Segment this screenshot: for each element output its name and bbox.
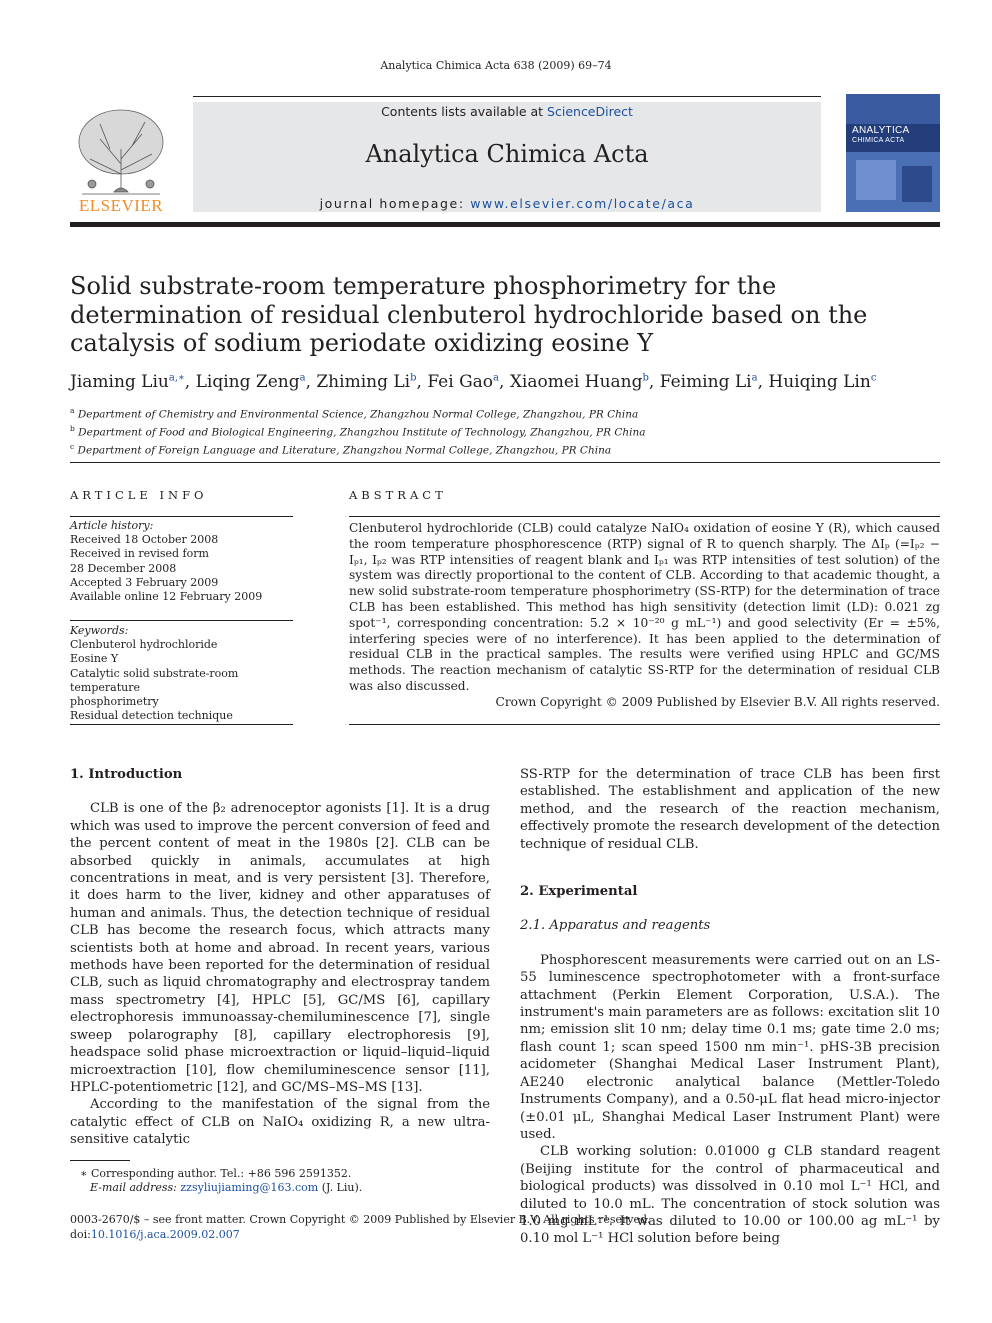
- article-info-heading: ARTICLE INFO: [70, 488, 208, 502]
- author-separator: ,: [757, 372, 769, 392]
- contents-prefix: Contents lists available at: [381, 104, 548, 119]
- author-affiliation-mark[interactable]: a: [751, 372, 758, 384]
- doi-line: [70, 1227, 940, 1242]
- author-name: Zhiming Li: [316, 372, 411, 392]
- author-separator: ,: [184, 372, 196, 392]
- history-item: Received in revised form: [70, 547, 209, 561]
- keyword-item: Clenbuterol hydrochloride: [70, 638, 218, 652]
- author-affiliation-mark[interactable]: b: [642, 372, 649, 384]
- sciencedirect-link[interactable]: ScienceDirect: [547, 104, 633, 119]
- running-head: Analytica Chimica Acta 638 (2009) 69–74: [380, 59, 612, 72]
- cover-title: [852, 126, 910, 146]
- author-list: [70, 372, 940, 392]
- intro-paragraph-2-end: SS-RTP for the determination of trace CLB has been first established. The establishment and application of the new method, and the research of the reaction mechanism, effectively promote the research development of the detection technique of residual CLB.: [520, 767, 940, 852]
- keyword-item: Residual detection technique: [70, 709, 233, 723]
- apparatus-paragraph: Phosphorescent measurements were carried out on an LS-55 luminescence spectrophotometer with a front-surface attachment (Perkin Element Corporation, U.S.A.). The instrument's main parameters are as follows: excitation slit 10 nm; emission slit 10 nm; delay time 0.1 ms; gate time 2.0 ms; flash count 1; scan speed 1500 nm min⁻¹. pHS-3B precision acidometer (Shanghai Medical Laser Instrument Plant), AE240 electronic analytical balance (Mettler-Toledo Instruments Company), and a 0.50-μL flat head micro-injector (±0.01 μL, Shanghai Medical Laser Instrument Plant) were used.: [520, 952, 940, 1142]
- author-affiliation-mark[interactable]: c: [870, 372, 877, 384]
- abstract-rule-bottom: [349, 724, 940, 725]
- abstract-rule-top: [349, 516, 940, 517]
- author-affiliation-mark[interactable]: b: [410, 372, 417, 384]
- homepage-link[interactable]: www.elsevier.com/locate/aca: [470, 196, 695, 211]
- author-separator: ,: [648, 372, 660, 392]
- email-line: [80, 1181, 500, 1195]
- affiliation-text: Department of Chemistry and Environmental Science, Zhangzhou Normal College, Zhangzhou, PR China: [74, 408, 639, 421]
- intro-paragraph-1: CLB is one of the β₂ adrenoceptor agonists [1]. It is a drug which was used to improve the percent conversion of feed and the percent content of meat in the 1980s [2]. CLB can be absorbed quickly in animals, accumulates at high concentrations in meat, and is very persistent [3]. Therefore, it does harm to the liver, kidney and other apparatuses of human and animals. Thus, the detection technique of residual CLB has become the research focus, which attracts many scientists both at home and abroad. In recent years, various methods have been reported for the determination of residual CLB, such as liquid chromatography and electrospray tandem mass spectrometry [4], HPLC [5], GC/MS [6], capillary electrophoresis immunoassay-chemiluminescence [7], single sweep polarography [8], capillary electrophoresis [9], headspace solid phase microextraction or liquid–liquid–liquid microextraction [10], flow chemiluminescence sensor [11], HPLC-potentiometric [12], and GC/MS–MS–MS [13].: [70, 801, 490, 1095]
- history-list: [70, 533, 293, 604]
- article-info-rule-3: [70, 724, 293, 725]
- affiliation-text: Department of Food and Biological Engineering, Zhangzhou Institute of Technology, Zhangzhou, PR China: [74, 426, 646, 439]
- contents-line: [193, 104, 821, 119]
- footnote-rule: [70, 1160, 130, 1161]
- author-name: Fei Gao: [427, 372, 494, 392]
- doi-link[interactable]: 10.1016/j.aca.2009.02.007: [90, 1228, 240, 1241]
- affiliation-text: Department of Foreign Language and Literature, Zhangzhou Normal College, Zhangzhou, PR China: [74, 444, 612, 457]
- homepage-line: [193, 196, 821, 211]
- author-name: Xiaomei Huang: [509, 372, 643, 392]
- article-history: [70, 519, 293, 604]
- history-label: Article history:: [70, 519, 154, 532]
- working-solution-paragraph: CLB working solution: 0.01000 g CLB standard reagent (Beijing institute for the control of pharmaceutical and biological products) was dissolved in 0.10 mol L⁻¹ HCl, and diluted to 10.0 mL. The concentration of stock solution was 1.0 mg mL⁻¹. It was diluted to 10.00 or 100.00 ag mL⁻¹ by 0.10 mol L⁻¹ HCl solution before being: [520, 1144, 940, 1247]
- history-item: 28 December 2008: [70, 561, 177, 575]
- abstract-heading: ABSTRACT: [349, 488, 447, 502]
- author-affiliation-mark[interactable]: a: [299, 372, 306, 384]
- affiliation-mark: c: [70, 441, 75, 451]
- section-2-1-heading: 2.1. Apparatus and reagents: [520, 918, 711, 934]
- author-name: Jiaming Liu: [70, 372, 169, 392]
- left-column: [70, 766, 490, 1149]
- email-link[interactable]: zzsyliujiaming@163.com: [180, 1181, 319, 1195]
- email-suffix: (J. Liu).: [318, 1181, 363, 1195]
- affiliation-item: [70, 440, 940, 458]
- affiliations: [70, 404, 940, 457]
- keyword-item: phosphorimetry: [70, 695, 159, 709]
- affiliation-mark: b: [70, 423, 75, 433]
- author-name: Huiqing Lin: [768, 372, 871, 392]
- email-label: E-mail address:: [90, 1181, 181, 1195]
- cover-title-line2: CHIMICA ACTA: [852, 137, 905, 144]
- abstract-text: Clenbuterol hydrochloride (CLB) could catalyze NaIO₄ oxidation of eosine Y (R), which caused the room temperature phosphorescence (RTP) signal of R to quench sharply. The ΔIₚ (=Iₚ₂ − Iₚ₁, Iₚ₂ was RTP intensities of reagent blank and Iₚ₁ was RTP intensities of test solution) of the system was directly proportional to the content of CLB. According to that academic thought, a new solid substrate-room temperature phosphorimetry (SS-RTP) for the determination of trace CLB has been established. This method has high sensitivity (detection limit (LD): 0.021 zg spot⁻¹, corresponding concentration: 5.2 × 10⁻²⁰ g mL⁻¹) and good selectivity (Er = ±5%, interfering species were of no interference). It has been applied to the determination of residual CLB in the practical samples. The results were verified using HPLC and GC/MS methods. The reaction mechanism of catalytic SS-RTP for the determination of residual CLB was also discussed.: [349, 521, 940, 693]
- homepage-prefix: journal homepage:: [319, 196, 471, 211]
- bottom-matter: [70, 1212, 940, 1242]
- corresponding-author: ∗ Corresponding author. Tel.: +86 596 2591352.: [80, 1167, 352, 1180]
- section-1-heading: 1. Introduction: [70, 767, 183, 782]
- author-name: Liqing Zeng: [195, 372, 300, 392]
- section-2-heading: 2. Experimental: [520, 884, 638, 900]
- abstract-body: [349, 521, 940, 711]
- intro-paragraph-2-start: According to the manifestation of the signal from the catalytic effect of CLB on NaIO₄ oxidizing R, a new ultra-sensitive catalytic: [70, 1097, 490, 1148]
- doi-label: doi:: [70, 1228, 91, 1241]
- author-affiliation-mark[interactable]: a,∗: [168, 372, 185, 384]
- history-item: Received 18 October 2008: [70, 533, 219, 547]
- banner-top-rule: [193, 96, 821, 97]
- issn-line: 0003-2670/$ – see front matter. Crown Copyright © 2009 Published by Elsevier B.V. All rights reserved.: [70, 1213, 651, 1226]
- right-column: [520, 766, 940, 1248]
- article-title: Solid substrate-room temperature phosphorimetry for the determination of residual clenbuterol hydrochloride based on the catalysis of sodium periodate oxidizing eosine Y: [70, 272, 868, 357]
- author-name: Feiming Li: [659, 372, 752, 392]
- divider-top: [70, 462, 940, 463]
- author-separator: ,: [499, 372, 510, 392]
- affiliation-item: [70, 404, 940, 422]
- journal-title: Analytica Chimica Acta: [365, 140, 649, 168]
- keyword-list: [70, 638, 293, 723]
- keywords: [70, 624, 293, 723]
- history-item: Available online 12 February 2009: [70, 590, 263, 604]
- keyword-item: Eosine Y: [70, 652, 119, 666]
- article-info-rule-1: [70, 516, 293, 517]
- keywords-label: Keywords:: [70, 624, 129, 637]
- author-affiliation-mark[interactable]: a: [493, 372, 499, 384]
- history-item: Accepted 3 February 2009: [70, 575, 219, 589]
- elsevier-wordmark: ELSEVIER: [78, 196, 164, 215]
- keyword-item: Catalytic solid substrate-room temperature: [70, 666, 239, 694]
- journal-cover-image: [846, 94, 940, 212]
- abstract-copyright: Crown Copyright © 2009 Published by Elsevier B.V. All rights reserved.: [495, 694, 940, 709]
- footnote: [70, 1167, 500, 1196]
- header-thick-rule: [70, 222, 940, 227]
- author-separator: ,: [305, 372, 317, 392]
- author-separator: ,: [416, 372, 428, 392]
- article-info-rule-2: [70, 620, 293, 621]
- affiliation-item: [70, 422, 940, 440]
- cover-title-line1: ANALYTICA: [852, 125, 910, 136]
- affiliation-mark: a: [70, 406, 75, 415]
